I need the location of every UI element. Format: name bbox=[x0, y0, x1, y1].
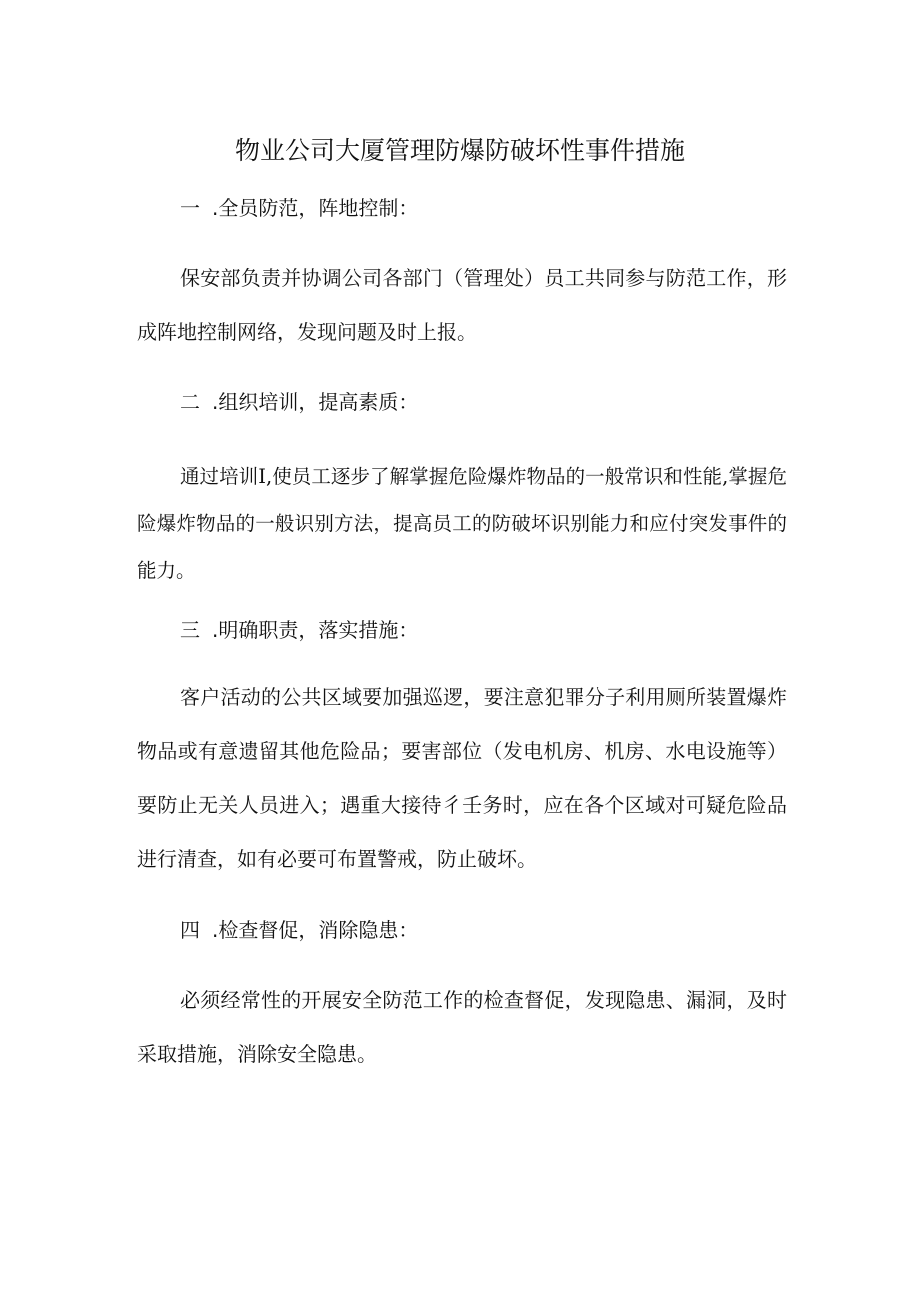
section-number-3: 三 bbox=[180, 618, 200, 642]
section-heading-text-2: .组织培训，提高素质： bbox=[212, 390, 419, 414]
section-body-3: 客户活动的公共区域要加强巡逻，要注意犯罪分子利用厕所装置爆炸物品或有意遗留其他危险品；要害部位（发电机房、机房、水电设施等）要防止无关人员进入；遇重大接待彳壬务时，应在各个区域对可疑危险品进行清查，如有必要可布置警戒，防止破坏。 bbox=[137, 685, 787, 871]
section-body-2: 通过培训I,使员工逐步了解掌握危险爆炸物品的一般常识和性能,掌握危险爆炸物品的一般识别方法，提高员工的防破坏识别能力和应付突发事件的能力。 bbox=[137, 465, 787, 582]
section-number-4: 四 bbox=[180, 918, 200, 942]
section-heading-text-1: .全员防范，阵地控制： bbox=[212, 196, 419, 220]
document-title: 物业公司大厦管理防爆防破坏性事件措施 bbox=[234, 136, 685, 165]
section-heading-text-4: .检查督促，消除隐患： bbox=[212, 918, 419, 942]
section-heading-text-3: .明确职责，落实措施： bbox=[212, 618, 419, 642]
section-heading-3 bbox=[180, 616, 418, 644]
section-heading-1 bbox=[180, 194, 418, 222]
section-body-4: 必须经常性的开展安全防范工作的检查督促，发现隐患、漏洞，及时采取措施，消除安全隐患。 bbox=[137, 988, 787, 1066]
section-heading-2 bbox=[180, 388, 418, 416]
section-number-2: 二 bbox=[180, 390, 200, 414]
section-body-1: 保安部负责并协调公司各部门（管理处）员工共同参与防范工作，形成阵地控制网络，发现问题及时上报。 bbox=[137, 266, 787, 344]
section-number-1: 一 bbox=[180, 196, 200, 220]
section-heading-4 bbox=[180, 916, 418, 944]
